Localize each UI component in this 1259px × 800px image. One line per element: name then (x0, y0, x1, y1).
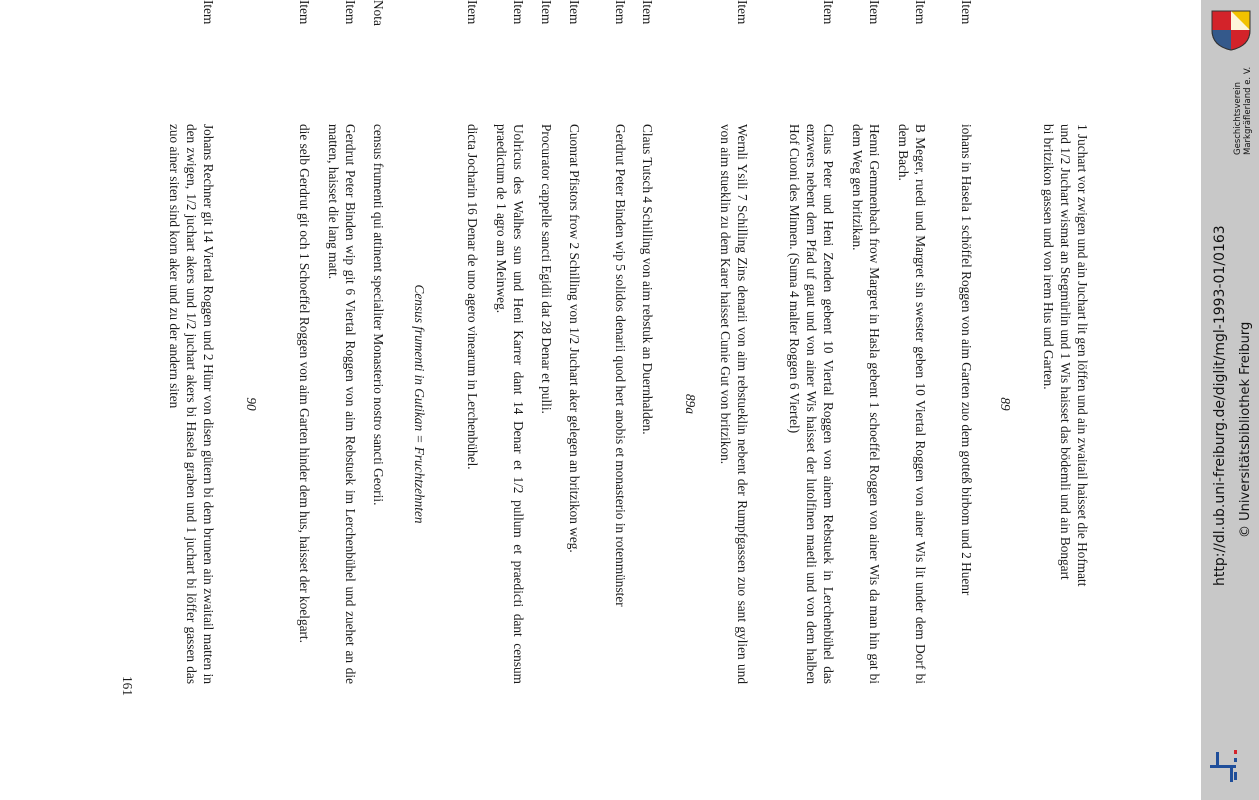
entry-text: Johans Rechner git 14 Viertal Roggen und 2 Hünr von disen gütern bi dem brunen ain zwaitail matten in den zwigen, 1/2 juchart akers und 1/2 juchart akers bi Hasela graben und 1 juchart bi löffer gassen das zuo ainer siten sind korn aker und zu der andern siten (167, 124, 216, 684)
entry-label: Item (613, 0, 628, 25)
entry-text: Claus Tutsch 4 Schilling von aim rebstuk an Duernhalden. (640, 124, 655, 435)
entry-text: Gerdrut Peter Binden wip 5 solidos denarii quod hert anobis et monasterio in rotenmünster (613, 124, 628, 607)
society-name-line: Geschichtsverein (1233, 81, 1243, 155)
entry-label: Nota (371, 0, 386, 26)
coat-of-arms-icon (1209, 8, 1253, 52)
entry-text: Henni Gemmenbach frow Margret in Hasla gebent 1 schoeffel Roggen von ainer Wis da man hin gat bi dem Weg gen britzikan. (850, 124, 882, 684)
entry-text: Uolricus des Walhes sun und Heni Karrer dant 14 Denar et 1/2 pullum et praedicti dant censum praedictum de 1 agro am Meinweg. (494, 124, 526, 684)
entry-text: Procurator cappelle sancti Egidii dat 28 Denar et pulli. (539, 124, 554, 414)
entry-text: Cuonrat Pfistors frow 2 Schilling von 1/2 Juchart aker gelegen an britzikon weg. (567, 124, 582, 553)
entry-text: iohans in Hasela 1 schöffel Roggen von aim Garten zuo dem gotteß birbom und 2 Huenr (959, 124, 974, 596)
page-number: 161 (120, 676, 135, 696)
entry-text: census frumenti qui attinent specialiter Monasterio nostro sancti Georii. (371, 124, 386, 506)
section-heading-census: Census frumenti in Gutikan = Fruchtzehnten (412, 284, 427, 524)
entry-text: dicta Jocharin 16 Denar de uno agero vinearum in Lerchenbühel. (465, 124, 480, 470)
society-name (1233, 67, 1253, 155)
entry-label: Item (201, 0, 216, 25)
society-name-line: Markgräflerland e. V. (1243, 66, 1253, 155)
section-heading-90: 90 (244, 397, 259, 411)
entry-label: Item (297, 0, 312, 25)
entry-label: Item (735, 0, 750, 25)
intro-line: bi britzikon gassen und von irem Hus und Garten. (1041, 124, 1056, 390)
entry-text: B Meger, ruedi und Margret sin swester geben 10 Viertal Roggen von ainer Wis lit under dem Dorf bi dem Bach. (896, 124, 928, 684)
entry-label: Item (343, 0, 358, 25)
ub-freiburg-logo-icon (1210, 748, 1248, 784)
entry-label: Item (821, 0, 836, 25)
entry-label: Item (640, 0, 655, 25)
section-heading-89a: 89a (683, 394, 698, 414)
intro-line: und 1/2 Juchart wismat an Stegmürlin und 1 Wis haisset das bödemli und ain Bongart (1058, 124, 1073, 580)
entry-label: Item (867, 0, 882, 25)
entry-text: Gerdrut Peter Binden wip git 6 Viertal Roggen von aim Rebstuek im Lerchenbühel und zuehet an die matten, haisset die lang matt. (326, 124, 358, 684)
entry-label: Item (511, 0, 526, 25)
section-heading-89: 89 (998, 397, 1013, 411)
copyright-notice: © Universitätsbibliothek Freiburg (1238, 321, 1253, 538)
entry-label: Item (539, 0, 554, 25)
entry-text: Claus Peter und Heni Zenden gebent 10 Viertal Roggen von ainem Rebstuek in Lerchenbühel das enzwers nebent dem Pfad uf gaut und von ainer Wis haisset der lutolfinen maetli und von dem halben Hof Cuoni des Minnen. (Suma 4 malter Roggen 6 Viertel) (787, 124, 836, 684)
entry-label: Item (913, 0, 928, 25)
entry-label: Item (959, 0, 974, 25)
intro-line: 1 Juchart vor zwigen und ain Juchart lit gen löffen und ain zwaitail haisset die Hofmatt (1075, 124, 1090, 587)
permalink-url[interactable]: http://dl.ub.uni-freiburg.de/diglit/mgl-1993-01/0163 (1212, 225, 1228, 586)
entry-label: Item (465, 0, 480, 25)
entry-text: Wernli Ysili 7 Schilling Zins denarii von aim rebstueklin nebent der Rumpfgassen zuo sant gylien und von aim stueklin zu dem Karer haisset Cunie Gut von britzikon. (718, 124, 750, 684)
entry-text: die selb Gerdrut git och 1 Schoeffel Roggen von aim Garten hinder dem hus, haisset der koelgart. (297, 124, 312, 643)
entry-label: Item (567, 0, 582, 25)
